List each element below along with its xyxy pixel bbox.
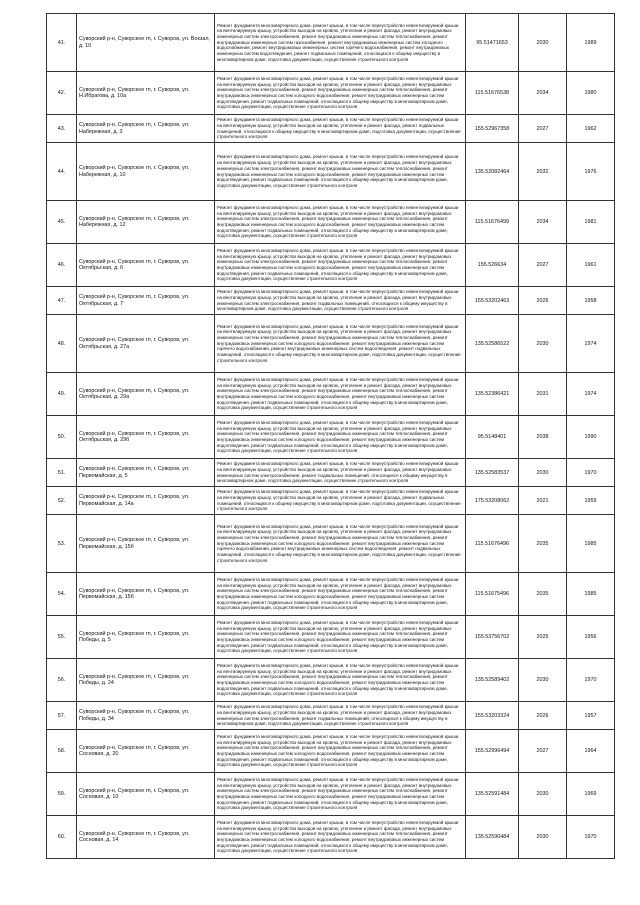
- planned-year: 2038: [519, 416, 567, 459]
- building-address: Суворский р-н, Суворское гп, г. Суворов, ул. Вокзал, д. 10: [77, 14, 215, 72]
- repair-works: Ремонт фундамента многоквартирного дома, ремонт крыши, в том числе переустройство невентилируемой крыши на вентилируемую крышу, устройство выходов на кровлю, утепление и ремонт фасада, ремонт внутридомовых инженерных систем электроснабжения, ремонт внутридомовых инженерных систем теплоснабжения, ремонт внутридомовых инженерных систем холодного водоснабжения, ремонт внутридомовых инженерных систем водоотведения, ремонт подвальных помещений, относящихся к общему имуществу в многоквартирном доме, подготовка документации, осуществление строительного контроля: [215, 373, 466, 416]
- planned-year: 2026: [519, 702, 567, 730]
- row-number: 57.: [47, 702, 77, 730]
- table-row: [47, 573, 615, 616]
- repair-works: Ремонт фундамента многоквартирного дома, ремонт крыши, в том числе переустройство невентилируемой крыши на вентилируемую крышу, устройство выходов на кровлю, утепление и ремонт фасада, ремонт внутридомовых инженерных систем электроснабжения, ремонт внутридомовых инженерных систем теплоснабжения, ремонт внутридомовых инженерных систем холодного водоснабжения, ремонт внутридомовых инженерных систем водоотведения, ремонт подвальных помещений, относящихся к общему имуществу в многоквартирном доме, подготовка документации, осуществление строительного контроля: [215, 72, 466, 115]
- cost-value: 115.51676499: [466, 201, 519, 244]
- cost-value: 155.52996494: [466, 730, 519, 773]
- table-row: [47, 244, 615, 287]
- building-address: Суворский р-н, Суворское гп, г. Суворов, ул. Победы, д. 24: [77, 659, 215, 702]
- planned-year: 2030: [519, 816, 567, 859]
- repair-works: Ремонт фундамента многоквартирного дома, ремонт крыши, в том числе переустройство невентилируемой крыши на вентилируемую крышу, устройство выходов на кровлю, утепление и ремонт фасада, ремонт подвальных помещений, относящихся к общему имуществу в многоквартирном доме, подготовка документации, осуществление строительного контроля: [215, 115, 466, 143]
- building-address: Суворский р-н, Суворское гп, г. Суворов, ул. Победы, д. 34: [77, 702, 215, 730]
- table-row: [47, 459, 615, 487]
- repair-works: Ремонт фундамента многоквартирного дома, ремонт крыши, в том числе переустройство невентилируемой крыши на вентилируемую крышу, устройство выходов на кровлю, утепление и ремонт фасада, ремонт внутридомовых инженерных систем электроснабжения, ремонт внутридомовых инженерных систем теплоснабжения, ремонт внутридомовых инженерных систем холодного водоснабжения, ремонт внутридомовых инженерных систем водоотведения, ремонт подвальных помещений, относящихся к общему имуществу в многоквартирном доме, подготовка документации, осуществление строительного контроля: [215, 773, 466, 816]
- built-year: 1969: [567, 773, 615, 816]
- cost-value: 95.5148401: [466, 416, 519, 459]
- building-address: Суворский р-н, Суворское гп, г. Суворов, ул. Октябрьская, д. 6: [77, 244, 215, 287]
- row-number: 41.: [47, 14, 77, 72]
- cost-value: 135.52082464: [466, 143, 519, 201]
- planned-year: 2026: [519, 287, 567, 315]
- table-row: [47, 773, 615, 816]
- building-address: Суворский р-н, Суворское гп, г. Суворов, ул. Октябрьская, д. 29а: [77, 373, 215, 416]
- row-number: 45.: [47, 201, 77, 244]
- building-address: Суворский р-н, Суворское гп, г. Суворов, ул. Н.Ибрагова, д. 10а: [77, 72, 215, 115]
- row-number: 54.: [47, 573, 77, 616]
- building-address: Суворский р-н, Суворское гп, г. Суворов, ул. Набережная, д. 12: [77, 201, 215, 244]
- built-year: 1970: [567, 459, 615, 487]
- row-number: 59.: [47, 773, 77, 816]
- cost-value: 155.53203324: [466, 702, 519, 730]
- cost-value: 135.52583537: [466, 459, 519, 487]
- repair-works: Ремонт фундамента многоквартирного дома, ремонт крыши, в том числе переустройство невентилируемой крыши на вентилируемую крышу, устройство выходов на кровлю, утепление и ремонт фасада, ремонт внутридомовых инженерных систем электроснабжения, ремонт внутридомовых инженерных систем теплоснабжения, ремонт внутридомовых инженерных систем холодного водоснабжения, ремонт внутридомовых инженерных систем водоотведения, ремонт подвальных помещений, относящихся к общему имуществу в многоквартирном доме, подготовка документации, осуществление строительного контроля: [215, 143, 466, 201]
- cost-value: 175.53208062: [466, 487, 519, 515]
- cost-value: 135.52590484: [466, 816, 519, 859]
- repair-works: Ремонт фундамента многоквартирного дома, ремонт крыши, в том числе переустройство невентилируемой крыши на вентилируемую крышу, устройство выходов на кровлю, утепление и ремонт фасада, ремонт внутридомовых инженерных систем электроснабжения, ремонт внутридомовых инженерных систем теплоснабжения, ремонт внутридомовых инженерных систем холодного водоснабжения, ремонт внутридомовых инженерных систем водоотведения, ремонт подвальных помещений, относящихся к общему имуществу в многоквартирном доме, подготовка документации, осуществление строительного контроля: [215, 616, 466, 659]
- repair-works: Ремонт фундамента многоквартирного дома, ремонт крыши, в том числе переустройство невентилируемой крыши на вентилируемую крышу, устройство выходов на кровлю, утепление и ремонт фасада, ремонт подвальных помещений, относящихся к общему имуществу в многоквартирном доме, подготовка документации, осуществление строительного контроля: [215, 487, 466, 515]
- table-row: [47, 416, 615, 459]
- repair-works: Ремонт фундамента многоквартирного дома, ремонт крыши, в том числе переустройство невентилируемой крыши на вентилируемую крышу, устройство выходов на кровлю, утепление и ремонт фасада, ремонт внутридомовых инженерных систем электроснабжения, ремонт внутридомовых инженерных систем теплоснабжения, ремонт внутридомовых инженерных систем холодного водоснабжения, ремонт внутридомовых инженерных систем водоотведения, ремонт подвальных помещений, относящихся к общему имуществу в многоквартирном доме, подготовка документации, осуществление строительного контроля: [215, 573, 466, 616]
- row-number: 53.: [47, 515, 77, 573]
- row-number: 43.: [47, 115, 77, 143]
- built-year: 1981: [567, 201, 615, 244]
- table-row: [47, 487, 615, 515]
- repair-works: Ремонт фундамента многоквартирного дома, ремонт крыши, в том числе переустройство невентилируемой крыши на вентилируемую крышу, устройство выходов на кровлю, утепление и ремонт фасада, ремонт внутридомовых инженерных систем электроснабжения, ремонт внутридомовых инженерных систем теплоснабжения, ремонт внутридомовых инженерных систем холодного водоснабжения, ремонт внутридомовых инженерных систем водоотведения, ремонт подвальных помещений, относящихся к общему имуществу в многоквартирном доме, подготовка документации, осуществление строительного контроля: [215, 244, 466, 287]
- planned-year: 2035: [519, 573, 567, 616]
- document-page: [46, 13, 614, 859]
- planned-year: 2030: [519, 773, 567, 816]
- table-row: [47, 14, 615, 72]
- table-row: [47, 515, 615, 573]
- planned-year: 2025: [519, 616, 567, 659]
- built-year: 1964: [567, 730, 615, 773]
- built-year: 1970: [567, 659, 615, 702]
- repair-works: Ремонт фундамента многоквартирного дома, ремонт крыши, в том числе переустройство невентилируемой крыши на вентилируемую крышу, устройство выходов на кровлю, утепление и ремонт фасада, ремонт внутридомовых инженерных систем электроснабжения, ремонт внутридомовых инженерных систем теплоснабжения, ремонт внутридомовых инженерных систем холодного водоснабжения, ремонт внутридомовых инженерных систем водоотведения, ремонт подвальных помещений, относящихся к общему имуществу в многоквартирном доме, подготовка документации, осуществление строительного контроля: [215, 730, 466, 773]
- planned-year: 2030: [519, 14, 567, 72]
- built-year: 1990: [567, 416, 615, 459]
- table-row: [47, 115, 615, 143]
- repair-works: Ремонт фундамента многоквартирного дома, ремонт крыши, в том числе переустройство невентилируемой крыши на вентилируемую крышу, устройство выходов на кровлю, утепление и ремонт фасада, ремонт внутридомовых инженерных систем электроснабжения, ремонт внутридомовых инженерных систем теплоснабжения, ремонт внутридомовых инженерных систем холодного водоснабжения, ремонт внутридомовых инженерных систем водоотведения, ремонт подвальных помещений, относящихся к общему имуществу в многоквартирном доме, подготовка документации, осуществление строительного контроля: [215, 816, 466, 859]
- built-year: 1961: [567, 244, 615, 287]
- table-row: [47, 201, 615, 244]
- table-row: [47, 315, 615, 373]
- repair-works: Ремонт фундамента многоквартирного дома, ремонт крыши, в том числе переустройство невентилируемой крыши на вентилируемую крышу, устройство выходов на кровлю, утепление и ремонт фасада, ремонт внутридомовых инженерных систем электроснабжения, ремонт внутридомовых инженерных систем теплоснабжения, ремонт внутридомовых инженерных систем холодного водоснабжения, ремонт внутридомовых инженерных систем горячего водоснабжения, ремонт внутридомовых инженерных систем водоотведения, ремонт подвальных помещений, относящихся к общему имуществу в многоквартирном доме, подготовка документации, осуществление строительного контроля: [215, 315, 466, 373]
- row-number: 48.: [47, 315, 77, 373]
- table-row: [47, 373, 615, 416]
- planned-year: 2030: [519, 315, 567, 373]
- cost-value: 155.53756702: [466, 616, 519, 659]
- planned-year: 2034: [519, 72, 567, 115]
- row-number: 55.: [47, 616, 77, 659]
- built-year: 1989: [567, 14, 615, 72]
- building-address: Суворский р-н, Суворское гп, г. Суворов, ул. Первомайская, д. 15б: [77, 573, 215, 616]
- repair-works: Ремонт фундамента многоквартирного дома, ремонт крыши, в том числе переустройство невентилируемой крыши на вентилируемую крышу, устройство выходов на кровлю, утепление и ремонт фасада, ремонт внутридомовых инженерных систем электроснабжения, ремонт подвальных помещений, относящихся к общему имуществу в многоквартирном доме, подготовка документации, осуществление строительного контроля: [215, 459, 466, 487]
- table-row: [47, 287, 615, 315]
- row-number: 46.: [47, 244, 77, 287]
- row-number: 51.: [47, 459, 77, 487]
- planned-year: 2021: [519, 487, 567, 515]
- cost-value: 115.51676538: [466, 72, 519, 115]
- repair-works: Ремонт фундамента многоквартирного дома, ремонт крыши, в том числе переустройство невентилируемой крыши на вентилируемую крышу, устройство выходов на кровлю, утепление и ремонт фасада, ремонт внутридомовых инженерных систем электроснабжения, ремонт внутридомовых инженерных систем теплоснабжения, ремонт внутридомовых инженерных систем газоснабжения, ремонт внутридомовых инженерных систем холодного водоснабжения, ремонт внутридомовых инженерных систем горячего водоснабжения, ремонт внутридомовых инженерных систем водоотведения, ремонт подвальных помещений, относящихся к общему имуществу в многоквартирном доме, подготовка документации, осуществление строительного контроля: [215, 14, 466, 72]
- row-number: 60.: [47, 816, 77, 859]
- planned-year: 2034: [519, 201, 567, 244]
- repair-works: Ремонт фундамента многоквартирного дома, ремонт крыши, в том числе переустройство невентилируемой крыши на вентилируемую крышу, устройство выходов на кровлю, утепление и ремонт фасада, ремонт внутридомовых инженерных систем электроснабжения, ремонт внутридомовых инженерных систем теплоснабжения, ремонт внутридомовых инженерных систем холодного водоснабжения, ремонт внутридомовых инженерных систем водоотведения, ремонт подвальных помещений, относящихся к общему имуществу в многоквартирном доме, подготовка документации, осуществление строительного контроля: [215, 659, 466, 702]
- cost-value: 135.52386421: [466, 373, 519, 416]
- planned-year: 2027: [519, 115, 567, 143]
- built-year: 1974: [567, 373, 615, 416]
- planned-year: 2035: [519, 515, 567, 573]
- building-address: Суворский р-н, Суворское гп, г. Суворов, ул. Первомайская, д. 15б: [77, 515, 215, 573]
- planned-year: 2030: [519, 459, 567, 487]
- built-year: 1985: [567, 573, 615, 616]
- built-year: 1959: [567, 487, 615, 515]
- repair-works: Ремонт фундамента многоквартирного дома, ремонт крыши, в том числе переустройство невентилируемой крыши на вентилируемую крышу, устройство выходов на кровлю, утепление и ремонт фасада, ремонт внутридомовых инженерных систем электроснабжения, ремонт внутридомовых инженерных систем теплоснабжения, ремонт внутридомовых инженерных систем холодного водоснабжения, ремонт внутридомовых инженерных систем горячего водоснабжения, ремонт внутридомовых инженерных систем водоотведения, ремонт подвальных помещений, относящихся к общему имуществу в многоквартирном доме, подготовка документации, осуществление строительного контроля: [215, 515, 466, 573]
- planned-year: 2032: [519, 143, 567, 201]
- table-row: [47, 816, 615, 859]
- row-number: 47.: [47, 287, 77, 315]
- building-address: Суворский р-н, Суворское гп, г. Суворов, ул. Октябрьская, д. 29б: [77, 416, 215, 459]
- built-year: 1956: [567, 616, 615, 659]
- row-number: 50.: [47, 416, 77, 459]
- table-body: [47, 14, 615, 859]
- building-address: Суворский р-н, Суворское гп, г. Суворов, ул. Набережная, д. 3: [77, 115, 215, 143]
- table-row: [47, 730, 615, 773]
- cost-value: 115.51676496: [466, 515, 519, 573]
- built-year: 1957: [567, 702, 615, 730]
- repair-works: Ремонт фундамента многоквартирного дома, ремонт крыши, в том числе переустройство невентилируемой крыши на вентилируемую крышу, устройство выходов на кровлю, утепление и ремонт фасада, ремонт внутридомовых инженерных систем электроснабжения, ремонт внутридомовых инженерных систем теплоснабжения, ремонт внутридомовых инженерных систем холодного водоснабжения, ремонт внутридомовых инженерных систем водоотведения, ремонт подвальных помещений, относящихся к общему имуществу в многоквартирном доме, подготовка документации, осуществление строительного контроля: [215, 201, 466, 244]
- cost-value: 135.52586522: [466, 315, 519, 373]
- planned-year: 2030: [519, 659, 567, 702]
- table-row: [47, 143, 615, 201]
- table-row: [47, 616, 615, 659]
- repair-works: Ремонт фундамента многоквартирного дома, ремонт крыши, в том числе переустройство невентилируемой крыши на вентилируемую крышу, устройство выходов на кровлю, утепление и ремонт фасада, ремонт внутридомовых инженерных систем электроснабжения, ремонт внутридомовых инженерных систем теплоснабжения, ремонт внутридомовых инженерных систем холодного водоснабжения, ремонт внутридомовых инженерных систем водоотведения, ремонт подвальных помещений, относящихся к общему имуществу в многоквартирном доме, подготовка документации, осуществление строительного контроля: [215, 416, 466, 459]
- building-address: Суворский р-н, Суворское гп, г. Суворов, ул. Первомайская, д. 14а: [77, 487, 215, 515]
- cost-value: 135.52589402: [466, 659, 519, 702]
- table-row: [47, 702, 615, 730]
- table-row: [47, 659, 615, 702]
- building-address: Суворский р-н, Суворское гп, г. Суворов, ул. Сосновая, д. 20: [77, 730, 215, 773]
- row-number: 52.: [47, 487, 77, 515]
- building-address: Суворский р-н, Суворское гп, г. Суворов, ул. Набережная, д. 10: [77, 143, 215, 201]
- cost-value: 155.53202463: [466, 287, 519, 315]
- built-year: 1958: [567, 287, 615, 315]
- planned-year: 2031: [519, 373, 567, 416]
- building-address: Суворский р-н, Суворское гп, г. Суворов, ул. Октябрьская, д. 27а: [77, 315, 215, 373]
- building-address: Суворский р-н, Суворское гп, г. Суворов, ул. Сосновая, д. 14: [77, 816, 215, 859]
- row-number: 58.: [47, 730, 77, 773]
- built-year: 1962: [567, 115, 615, 143]
- cost-value: 155.526634: [466, 244, 519, 287]
- built-year: 1974: [567, 315, 615, 373]
- repair-works: Ремонт фундамента многоквартирного дома, ремонт крыши, в том числе переустройство невентилируемой крыши на вентилируемую крышу, устройство выходов на кровлю, утепление и ремонт фасада, ремонт внутридомовых инженерных систем электроснабжения, ремонт подвальных помещений, относящихся к общему имуществу в многоквартирном доме, подготовка документации, осуществление строительного контроля: [215, 287, 466, 315]
- built-year: 1980: [567, 72, 615, 115]
- repair-works: Ремонт фундамента многоквартирного дома, ремонт крыши, в том числе переустройство невентилируемой крыши на вентилируемую крышу, устройство выходов на кровлю, утепление и ремонт фасада, ремонт внутридомовых инженерных систем электроснабжения, ремонт подвальных помещений, относящихся к общему имуществу в многоквартирном доме, подготовка документации, осуществление строительного контроля: [215, 702, 466, 730]
- buildings-table: [46, 13, 615, 859]
- building-address: Суворский р-н, Суворское гп, г. Суворов, ул. Первомайская, д. 5: [77, 459, 215, 487]
- row-number: 42.: [47, 72, 77, 115]
- row-number: 49.: [47, 373, 77, 416]
- building-address: Суворский р-н, Суворское гп, г. Суворов, ул. Сосновая, д. 10: [77, 773, 215, 816]
- row-number: 44.: [47, 143, 77, 201]
- cost-value: 155.52967358: [466, 115, 519, 143]
- cost-value: 135.52591484: [466, 773, 519, 816]
- row-number: 56.: [47, 659, 77, 702]
- building-address: Суворский р-н, Суворское гп, г. Суворов, ул. Победы, д. 5: [77, 616, 215, 659]
- built-year: 1976: [567, 143, 615, 201]
- table-row: [47, 72, 615, 115]
- planned-year: 2027: [519, 244, 567, 287]
- cost-value: 95.51471653: [466, 14, 519, 72]
- built-year: 1970: [567, 816, 615, 859]
- built-year: 1985: [567, 515, 615, 573]
- planned-year: 2027: [519, 730, 567, 773]
- building-address: Суворский р-н, Суворское гп, г. Суворов, ул. Октябрьская, д. 7: [77, 287, 215, 315]
- cost-value: 115.51675496: [466, 573, 519, 616]
